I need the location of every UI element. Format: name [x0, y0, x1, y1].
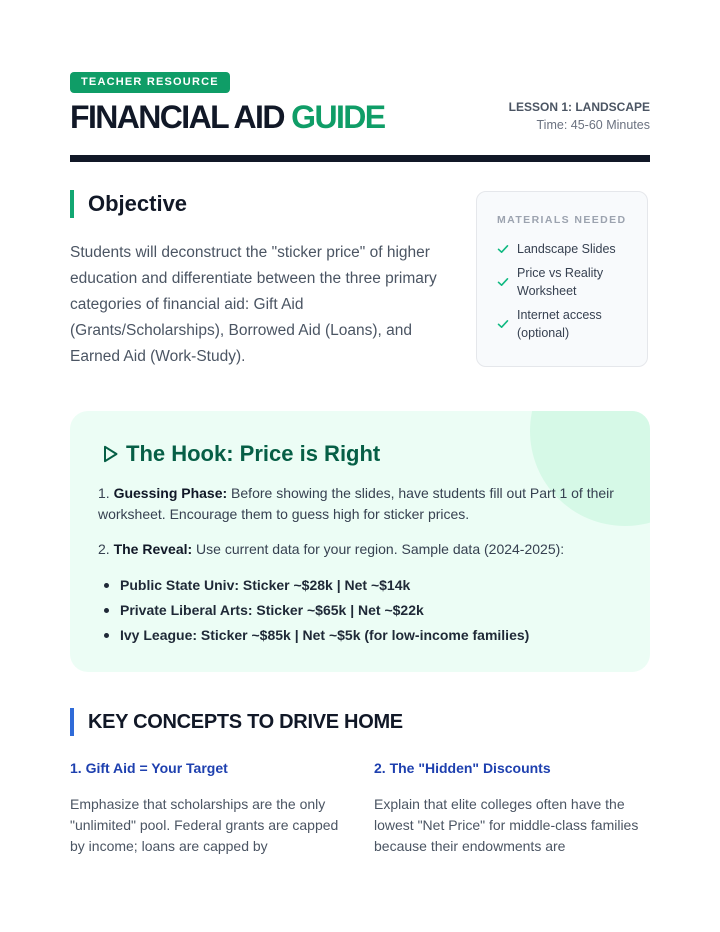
materials-list	[497, 240, 642, 342]
concept-gift-aid	[70, 758, 350, 857]
hook-step-number: 1.	[98, 485, 114, 501]
sample-data-item: Public State Univ: Sticker ~$28k | Net ~$14k	[98, 573, 529, 598]
check-icon	[497, 318, 509, 330]
materials-item	[497, 240, 642, 258]
objective-accent-bar	[70, 190, 74, 218]
teacher-resource-badge: TEACHER RESOURCE	[70, 72, 230, 93]
sample-data-list	[98, 573, 529, 648]
hook-step-number: 2.	[98, 541, 114, 557]
key-concepts-accent-bar	[70, 708, 74, 736]
play-icon	[100, 444, 120, 464]
hook-step-text: Before showing the slides, have students fill out Part 1 of their worksheet. Encourage them to guess high for sticker prices.	[98, 485, 614, 522]
objective-text: Students will deconstruct the "sticker price" of higher education and differentiate between the three primary categories of financial aid: Gift Aid (Grants/Scholarships), Borrowed Aid (Loans), and Earned Aid (Work-Study).	[70, 244, 437, 365]
materials-item-label: Landscape Slides	[517, 242, 616, 256]
concept-title: 2. The "Hidden" Discounts	[374, 760, 551, 776]
hook-step-label: Guessing Phase:	[113, 485, 228, 501]
hook-title: The Hook: Price is Right	[126, 441, 381, 466]
title-main: FINANCIAL AID	[70, 99, 292, 135]
materials-item-label: Internet access (optional)	[517, 308, 602, 340]
materials-item	[497, 306, 642, 342]
page-title	[70, 96, 385, 138]
hook-step-reveal	[98, 539, 628, 560]
sample-data-item: Private Liberal Arts: Sticker ~$65k | Net ~$22k	[98, 598, 529, 623]
materials-heading: MATERIALS NEEDED	[497, 214, 627, 226]
hook-card	[70, 411, 650, 672]
lesson-label: LESSON 1: LANDSCAPE	[508, 100, 650, 114]
objective-heading: Objective	[88, 191, 188, 216]
concept-title: 1. Gift Aid = Your Target	[70, 760, 228, 776]
concept-text: Explain that elite colleges often have the lowest "Net Price" for middle-class families because their endowments are	[374, 796, 639, 854]
concept-hidden-discounts	[374, 758, 654, 857]
hook-step-text: Use current data for your region. Sample data (2024-2025):	[192, 541, 565, 557]
hook-step-label: The Reveal:	[113, 541, 193, 557]
materials-item	[497, 264, 642, 300]
hook-step-guessing	[98, 483, 628, 525]
key-concepts-heading: KEY CONCEPTS TO DRIVE HOME	[88, 711, 403, 733]
concept-text: Emphasize that scholarships are the only "unlimited" pool. Federal grants are capped by income; loans are capped by	[70, 796, 339, 854]
check-icon	[497, 243, 509, 255]
sample-data-item: Ivy League: Sticker ~$85k | Net ~$5k (for low-income families)	[98, 623, 529, 648]
title-accent: GUIDE	[291, 99, 385, 135]
materials-item-label: Price vs Reality Worksheet	[517, 266, 604, 298]
header-divider	[70, 155, 650, 162]
materials-card	[476, 191, 648, 367]
time-label: Time: 45-60 Minutes	[536, 118, 650, 132]
check-icon	[497, 276, 509, 288]
